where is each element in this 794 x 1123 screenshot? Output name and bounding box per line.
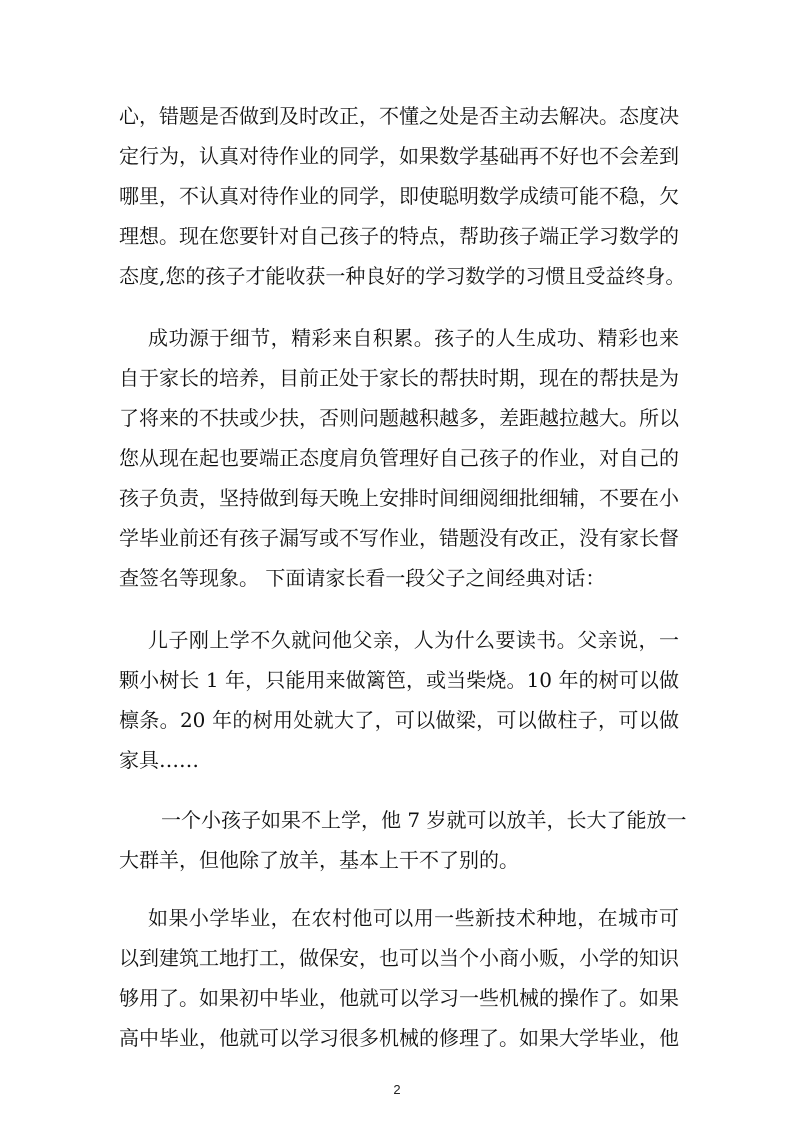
- paragraph-line: 定行为，认真对待作业的同学，如果数学基础再不好也不会差到: [119, 144, 679, 168]
- paragraph-line: 自于家长的培养，目前正处于家长的帮扶时期，现在的帮扶是为: [119, 366, 679, 390]
- paragraph-line: 檩条。20 年的树用处就大了，可以做梁，可以做柱子，可以做: [119, 708, 679, 732]
- paragraph-line: 哪里，不认真对待作业的同学，即使聪明数学成绩可能不稳，欠: [119, 184, 679, 208]
- paragraph-line: 学毕业前还有孩子漏写或不写作业，错题没有改正，没有家长督: [119, 526, 679, 550]
- paragraph-line: 心，错题是否做到及时改正，不懂之处是否主动去解决。态度决: [119, 104, 679, 128]
- paragraph-line: 成功源于细节，精彩来自积累。孩子的人生成功、精彩也来: [148, 326, 679, 350]
- paragraph-line: 儿子刚上学不久就问他父亲，人为什么要读书。父亲说，一: [148, 628, 679, 652]
- paragraph-line: 大群羊，但他除了放羊，基本上干不了别的。: [119, 848, 519, 872]
- paragraph-line: 您从现在起也要端正态度肩负管理好自己孩子的作业，对自己的: [119, 446, 679, 470]
- paragraph-line: 高中毕业，他就可以学习很多机械的修理了。如果大学毕业，他: [119, 1026, 679, 1050]
- page-number: 2: [393, 1082, 401, 1097]
- paragraph-line: 颗小树长 1 年，只能用来做篱笆，或当柴烧。10 年的树可以做: [119, 668, 679, 692]
- paragraph-line: 理想。现在您要针对自己孩子的特点，帮助孩子端正学习数学的: [119, 224, 679, 248]
- paragraph-line: 一个小孩子如果不上学，他 7 岁就可以放羊，长大了能放一: [161, 808, 687, 832]
- paragraph-line: 查签名等现象。 下面请家长看一段父子之间经典对话：: [119, 566, 606, 590]
- paragraph-line: 够用了。如果初中毕业，他就可以学习一些机械的操作了。如果: [119, 986, 679, 1010]
- paragraph-line: 以到建筑工地打工，做保安，也可以当个小商小贩，小学的知识: [119, 946, 679, 970]
- paragraph-line: 如果小学毕业，在农村他可以用一些新技术种地，在城市可: [148, 906, 679, 930]
- paragraph-line: 孩子负责，坚持做到每天晚上安排时间细阅细批细辅，不要在小: [119, 486, 679, 510]
- paragraph-line: 了将来的不扶或少扶，否则问题越积越多，差距越拉越大。所以: [119, 406, 679, 430]
- paragraph-line: 家具……: [119, 748, 199, 772]
- paragraph-line: 态度,您的孩子才能收获一种良好的学习数学的习惯且受益终身。: [119, 264, 686, 288]
